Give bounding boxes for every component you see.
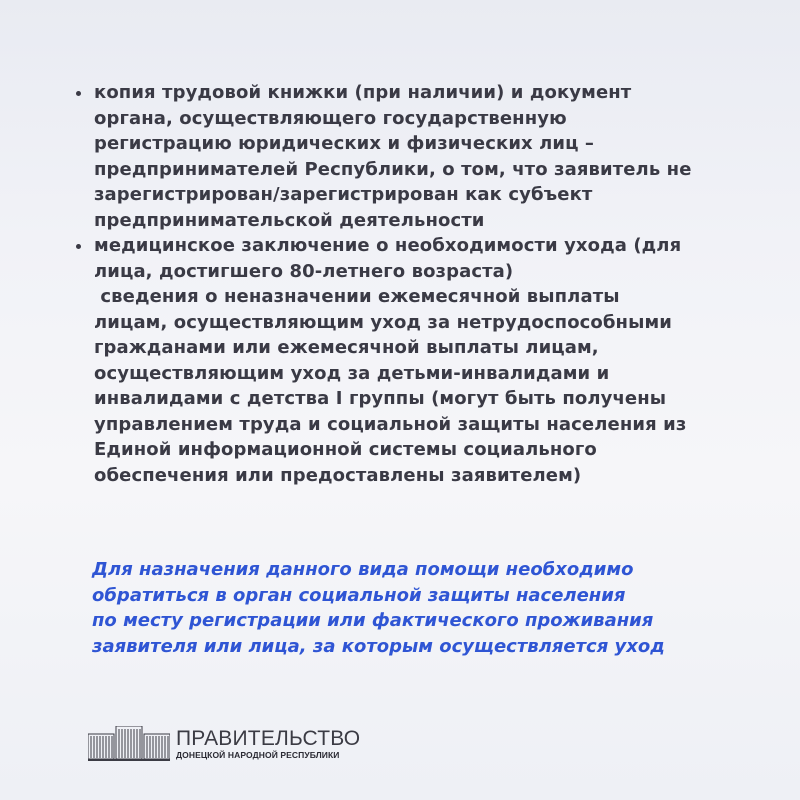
list-item-line: предпринимательской деятельности [94,209,485,231]
notice-line: заявителя или лица, за которым осуществляется уход [92,635,665,657]
logo-subtitle: ДОНЕЦКОЙ НАРОДНОЙ РЕСПУБЛИКИ [176,750,340,760]
list-item-line: зарегистрирован/зарегистрирован как субъект [94,184,593,205]
list-item-line: Единой информационной системы социального [94,439,597,460]
list-item-line: копия трудовой книжки (при наличии) и документ [94,82,632,103]
government-building-icon [88,726,170,762]
list-item-line: обеспечения или предоставлены заявителем) [94,464,582,486]
list-item-line: сведения о неназначении ежемесячной выплаты [94,286,620,307]
notice-line: по месту регистрации или фактического проживания [92,610,654,631]
notice-line: обратиться в орган социальной защиты населения [92,584,626,606]
list-item-line: предпринимателей Республики, о том, что заявитель не [94,158,692,180]
list-item-line: органа, осуществляющего государственную [94,107,567,129]
notice-line: Для назначения данного вида помощи необходимо [92,559,634,580]
list-item-line: гражданами или ежемесячной выплаты лицам, [94,337,599,358]
logo-text [176,728,360,760]
list-item-line: лицам, осуществляющим уход за нетрудоспособными [94,311,673,333]
list-item-line: управлением труда и социальной защиты населения из [94,413,687,435]
logo-title: ПРАВИТЕЛЬСТВО [176,727,361,750]
requirements-list [72,80,732,488]
list-item [72,80,732,233]
list-item-line: лица, достигшего 80-летнего возраста) [94,260,514,282]
list-item-line: осуществляющим уход за детьми-инвалидами и [94,362,610,384]
list-item-line: инвалидами с детства I группы (могут быть получены [94,388,667,409]
list-item [72,284,732,488]
application-notice [92,557,732,659]
list-item-line: регистрацию юридических и физических лиц – [94,133,595,154]
list-item-line: медицинское заключение о необходимости ухода (для [94,235,682,256]
list-item [72,233,732,284]
government-logo [88,726,360,762]
